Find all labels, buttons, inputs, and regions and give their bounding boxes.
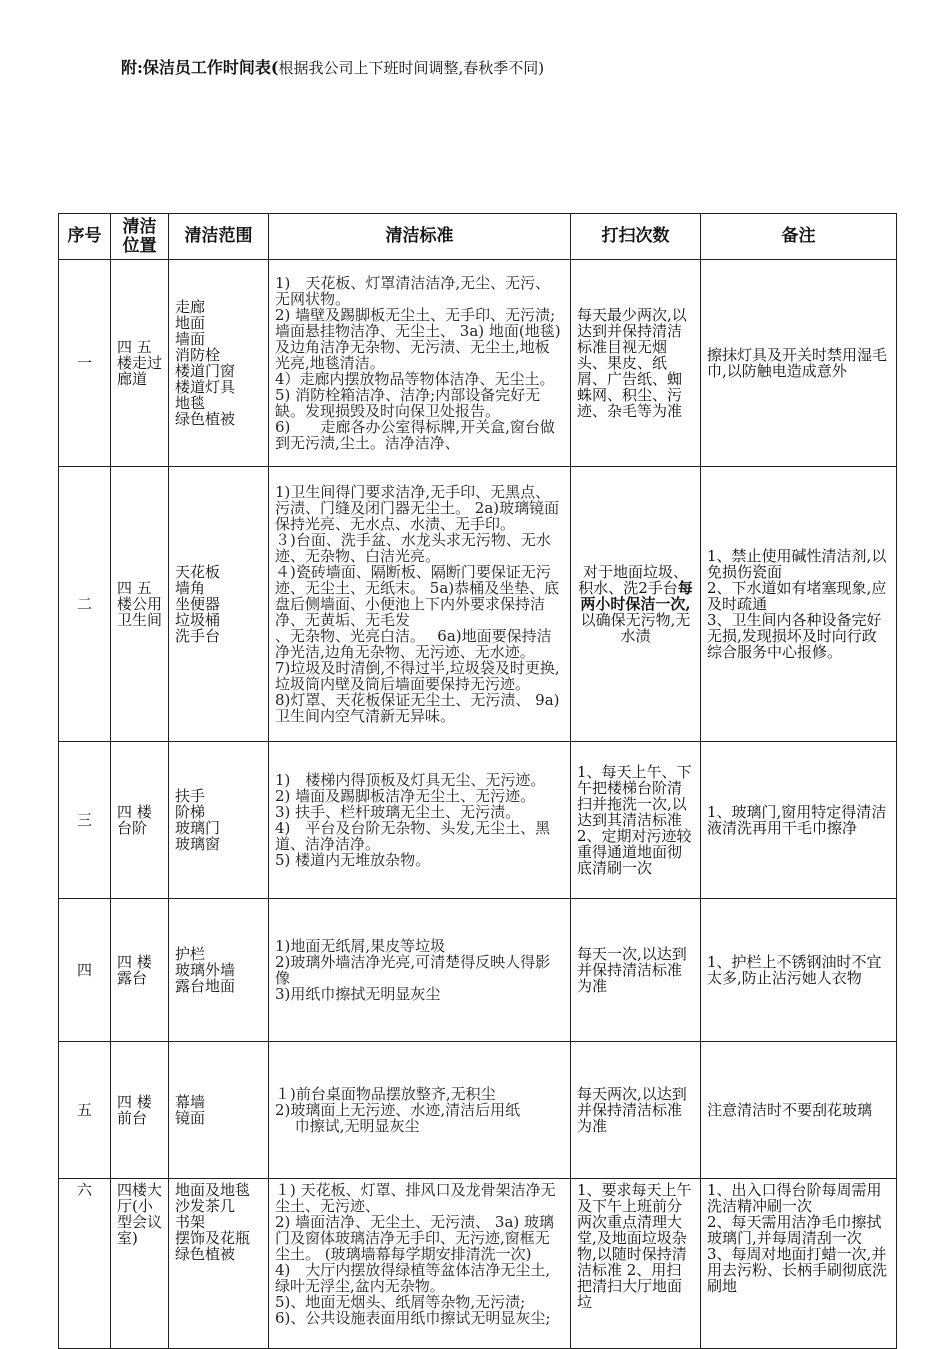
scope-item: 地面 [175,314,206,332]
scope-item: 护栏 [175,945,206,963]
standard-item: 4) 平台及台阶无杂物、头发,无尘土、黑道、洁净洁净。 [275,819,551,853]
row-frequency: 每天一次,以达到并保持清洁标准为准 [571,899,701,1042]
header-location: 清洁位置 [111,214,169,260]
standard-item: 巾擦试,无明显灰尘 [275,1117,420,1135]
row-remark [701,899,897,1042]
remark-item: 1、出入口得台阶每周需用洗洁精冲刷一次 [707,1181,882,1215]
scope-item: 地面及地毯 [175,1181,251,1199]
page-title [121,55,544,78]
scope-item: 摆饰及花瓶 [175,1229,251,1247]
standard-item: １)前台桌面物品摆放整齐,无积尘 [275,1085,496,1103]
scope-item: 玻璃门 [175,819,221,837]
row-remark [701,260,897,467]
scope-item: 玻璃外墙 [175,961,236,979]
standard-item: 2) 墙面及踢脚板洁净无尘土、无污迹。 [275,787,536,805]
standard-item: 5) 楼道内无堆放杂物。 [275,851,431,869]
row-location: 四 楼前台 [111,1042,169,1179]
scope-item: 墙面 [175,330,206,348]
row-location: 四 楼露台 [111,899,169,1042]
standard-item: 2)玻璃外墙洁净光亮,可清楚得反映人得影像 [275,953,551,987]
scope-item: 露台地面 [175,977,236,995]
row-num: 五 [59,1042,111,1179]
row-frequency: 1、每天上午、下午把楼梯台阶清扫并拖洗一次,以达到其清洁标准 2、定期对污迹较重得通道地面彻底清刷一次 [571,742,701,899]
standard-item: １) 天花板、灯罩、排风口及龙骨架洁净无尘土、无污迹、 [275,1181,556,1215]
standard-item: 4）走廊内摆放物品等物体洁净、无尘土。 [275,370,555,388]
scope-item: 地毯 [175,394,206,412]
scope-item: 洗手台 [175,627,221,645]
header-row [59,214,897,260]
scope-item: 楼道门窗 [175,362,236,380]
standard-item: 1)卫生间得门要求洁净,无手印、无黑点、污渍、门缝及闭门器无尘土。 2a)玻璃镜面保持光亮、无水点、水渍、无手印。 [275,483,560,533]
standard-item: 3) 扶手、栏杆玻璃无尘土、无污渍。 [275,803,521,821]
row-remark [701,1179,897,1349]
table-row [59,899,897,1042]
remark-item: 2、下水道如有堵塞现象,应及时疏通 [707,579,887,613]
row-location: 四 楼台阶 [111,742,169,899]
row-remark [701,1042,897,1179]
standard-item: 1)地面无纸屑,果皮等垃圾 [275,937,446,955]
scope-item: 坐便器 [175,595,221,613]
header-standard: 清洁标准 [269,214,571,260]
remark-item: 注意清洁时不要刮花玻璃 [707,1101,873,1119]
scope-item: 天花板 [175,563,221,581]
scope-item: 沙发茶几 [175,1197,236,1215]
row-num: 四 [59,899,111,1042]
standard-item: 5) 消防栓箱洁净、洁净;内部设备完好无缺。发现损毁及时向保卫处报告。 [275,386,541,420]
row-scope [169,1179,269,1349]
remark-item: 2、每天需用洁净毛巾擦拭玻璃门,并每周清刮一次 [707,1213,882,1247]
standard-item: 1) 天花板、灯罩清洁洁净,无尘、无污、无网状物。 [275,274,551,308]
header-remark: 备注 [701,214,897,260]
scope-item: 墙角 [175,579,206,597]
scope-item: 楼道灯具 [175,378,236,396]
standard-item: ４)瓷砖墙面、隔断板、隔断门要保证无污迹、无尘土、无纸末。 5a)恭桶及坐垫、底盘后侧墙面、小便池上下内外要求保持洁净、无黄垢、无毛发 [275,563,560,629]
standard-item: 、无杂物、光亮白洁。 6a)地面要保持洁净光洁,边角无杂物、无污迹、无水迹。 [275,627,552,661]
standard-item: ３)台面、洗手盆、水龙头求无污物、无水迹、无杂物、白洁光亮。 [275,531,551,565]
scope-item: 垃圾桶 [175,611,221,629]
row-frequency: 每天两次,以达到并保持清洁标准为准 [571,1042,701,1179]
row-location: 四 五楼公用卫生间 [111,467,169,742]
row-scope [169,899,269,1042]
standard-item: 2)玻璃面上无污迹、水迹,清洁后用纸 [275,1101,521,1119]
row-remark [701,742,897,899]
row-num: 二 [59,467,111,742]
scope-item: 阶梯 [175,803,206,821]
header-scope: 清洁范围 [169,214,269,260]
standard-item: 6)、公共设施表面用纸巾擦试无明显灰尘; [275,1309,551,1327]
row-location: 四楼大厅(小型会议室) [111,1179,169,1349]
row-num: 三 [59,742,111,899]
standard-item: 5)、地面无烟头、纸屑等杂物,无污渍; [275,1293,526,1311]
row-location: 四 五楼走过廊道 [111,260,169,467]
row-standard [269,1042,571,1179]
row-standard [269,742,571,899]
standard-item: 2) 墙壁及踢脚板无尘土、无手印、无污渍;墙面悬挂物洁净、无尘土、 3a) 地面(地毯)及边角洁净无杂物、无污渍、无尘土,地板光亮,地毯清洁。 [275,306,561,372]
row-scope [169,1042,269,1179]
scope-item: 书架 [175,1213,206,1231]
scope-item: 消防栓 [175,346,221,364]
standard-item: 6) 走廊各办公室得标牌,开关盒,窗台做到无污渍,尘土。洁净洁净、 [275,418,555,452]
row-standard [269,467,571,742]
title-main: 附:保洁员工作时间表( [121,58,279,77]
remark-item: 1、护栏上不锈钢油时不宜太多,防止沾污她人衣物 [707,953,882,987]
row-scope [169,260,269,467]
row-standard [269,260,571,467]
row-standard [269,899,571,1042]
header-frequency: 打扫次数 [571,214,701,260]
scope-item: 镜面 [175,1109,206,1127]
row-scope [169,467,269,742]
frequency-bold: 每两小时保洁一次, [580,579,693,613]
frequency-text: 以确保无污物,无水渍 [580,611,691,645]
row-num: 一 [59,260,111,467]
table-row [59,1042,897,1179]
remark-item: 1、玻璃门,窗用特定得清洁液清洗再用干毛巾擦净 [707,803,887,837]
remark-item: 擦抹灯具及开关时禁用湿毛巾,以防触电造成意外 [707,346,888,380]
scope-item: 扶手 [175,787,206,805]
table-row [59,467,897,742]
table-row [59,742,897,899]
row-frequency: 每天最少两次,以达到并保持清洁标准目视无烟头、果皮、纸屑、广告纸、蜘蛛网、积尘、污迹、杂毛等为准 [571,260,701,467]
row-frequency [571,467,701,742]
schedule-table [58,213,897,1349]
row-scope [169,742,269,899]
remark-item: 1、禁止使用碱性清洁剂,以免损伤瓷面 [707,547,887,581]
standard-item: 3)用纸巾擦拭无明显灰尘 [275,985,441,1003]
row-num: 六 [59,1179,111,1349]
scope-item: 走廊 [175,298,206,316]
scope-item: 绿色植被 [175,1245,236,1263]
scope-item: 幕墙 [175,1093,206,1111]
table-row [59,1179,897,1349]
frequency-text: 对于地面垃圾、积水、洗2手台 [578,563,688,597]
scope-item: 绿色植被 [175,410,236,428]
header-num: 序号 [59,214,111,260]
row-frequency: 1、要求每天上午及下午上班前分两次重点清理大堂,及地面垃圾杂物,以随时保持清洁标准 2、用扫把清扫大厅地面垃 [571,1179,701,1349]
standard-item: 8)灯罩、天花板保证无尘土、无污渍、 9a)卫生间内空气清新无异味。 [275,691,560,725]
standard-item: 1) 楼梯内得顶板及灯具无尘、无污迹。 [275,771,546,789]
row-remark [701,467,897,742]
standard-item: 2) 墙面洁净、无尘土、无污渍、 3a) 玻璃门及窗体玻璃洁净无手印、无污迹,窗框无尘土。 (玻璃墙幕每学期安排清洗一次) [275,1213,555,1263]
scope-item: 玻璃窗 [175,835,221,853]
row-standard [269,1179,571,1349]
remark-item: 3、每周对地面打蜡一次,并用去污粉、长柄手刷彻底洗刷地 [707,1245,888,1295]
title-note: 根据我公司上下班时间调整,春秋季不同) [278,59,545,77]
standard-item: 4) 大厅内摆放得绿植等盆体洁净无尘土,绿叶无浮尘,盆内无杂物。 [275,1261,551,1295]
remark-item: 3、卫生间内各种设备完好无损,发现损坏及时向行政综合服务中心报修。 [707,611,882,661]
table-row [59,260,897,467]
standard-item: 7)垃圾及时清倒,不得过半,垃圾袋及时更换,垃圾筒内壁及筒后墙面要保持无污迹。 [275,659,560,693]
